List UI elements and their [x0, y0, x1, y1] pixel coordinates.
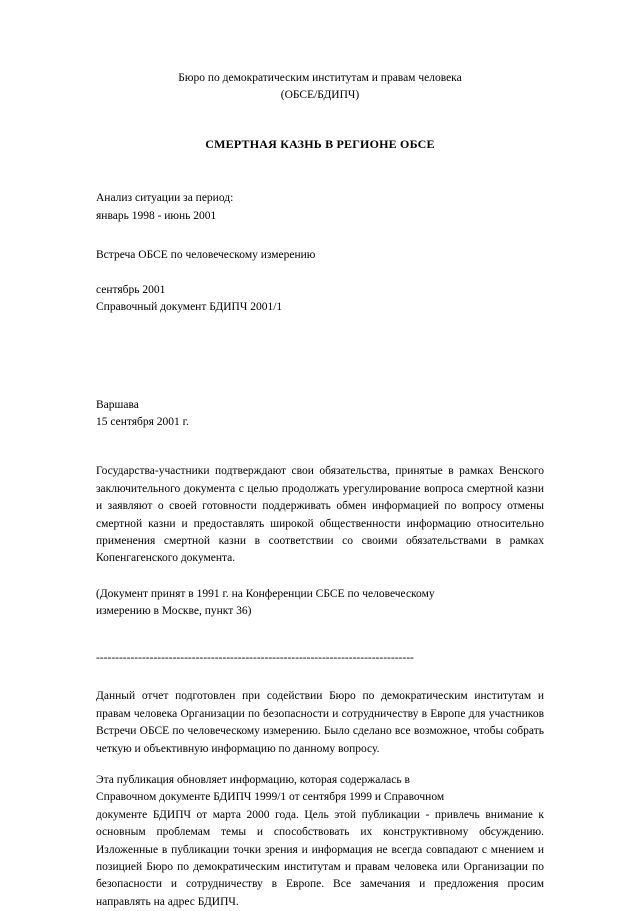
organization-line-1: Бюро по демократическим институтам и правам человека: [178, 72, 462, 84]
quote-source-line-2: измерению в Москве, пункт 36): [96, 605, 252, 618]
publication-line-2: Справочном документе БДИПЧ 1999/1 от сентября 1999 и Справочном: [96, 791, 445, 804]
meeting-block: [96, 247, 544, 264]
quote-source: [96, 586, 544, 621]
paragraph-publication-update: [96, 772, 544, 911]
paragraph-report-preparation: Данный отчет подготовлен при содействии Бюро по демократическим институтам и правам человека Организации по безопасности и сотрудничеству в Европе для участников Встречи ОБСЕ по человеческому измерению. Было сделано все возможное, чтобы собрать четкую и объективную информацию по данному вопросу.: [96, 690, 544, 755]
period-block: [96, 190, 544, 225]
date: 15 сентября 2001 г.: [96, 415, 189, 428]
period-value: январь 1998 - июнь 2001: [96, 209, 217, 222]
reference-block: [96, 282, 544, 317]
spacer: [96, 568, 544, 586]
spacer: [96, 620, 544, 652]
meeting-name: Встреча ОБСЕ по человеческому измерению: [96, 248, 316, 261]
spacer: [96, 225, 544, 247]
page-title: СМЕРТНАЯ КАЗНЬ В РЕГИОНЕ ОБСЕ: [205, 137, 435, 152]
publication-rest: документе БДИПЧ от марта 2000 года. Цель этой публикации - привлечь внимание к основным проблемам темы и способствовать их конструктивному обсуждению. Изложенные в публикации точки зрения и информация не всегда совпадают с мнением и позицией Бюро по демократическим институтам и правам человека или Организации по безопасности и сотрудничеству в Европе. Все замечания и предложения просим направлять на адрес БДИПЧ.: [96, 808, 544, 908]
spacer: [96, 666, 544, 688]
spacer: [96, 317, 544, 375]
period-label: Анализ ситуации за период:: [96, 192, 234, 205]
horizontal-divider: -----------------------------------------------------------------------------------: [96, 652, 414, 665]
spacer: [96, 431, 544, 463]
place-date-block: [96, 397, 544, 432]
publication-line-1: Эта публикация обновляет информацию, которая содержалась в: [96, 774, 410, 787]
spacer: [96, 375, 544, 397]
spacer: [96, 758, 544, 772]
organization-line-2: (ОБСЕ/БДИПЧ): [280, 88, 360, 101]
meeting-date: сентябрь 2001: [96, 284, 166, 297]
quote-source-line-1: (Документ принят в 1991 г. на Конференции СБСЕ по человеческому: [96, 587, 435, 600]
commitment-quote: Государства-участники подтверждают свои обязательства, принятые в рамках Венского заключительного документа с целью продолжать урегулирование вопроса смертной казни и заявляют о своей готовности поддерживать обмен информацией по вопросу отмены смертной казни и предоставлять широкой общественности информацию относительно применения смертной казни в соответствии со своими обязательствами в рамках Копенгагенского документа.: [96, 465, 544, 565]
organization-header: [96, 70, 544, 103]
place: Варшава: [96, 398, 139, 411]
reference-document: Справочный документ БДИПЧ 2001/1: [96, 301, 283, 314]
spacer: [96, 152, 544, 190]
spacer: [96, 264, 544, 282]
